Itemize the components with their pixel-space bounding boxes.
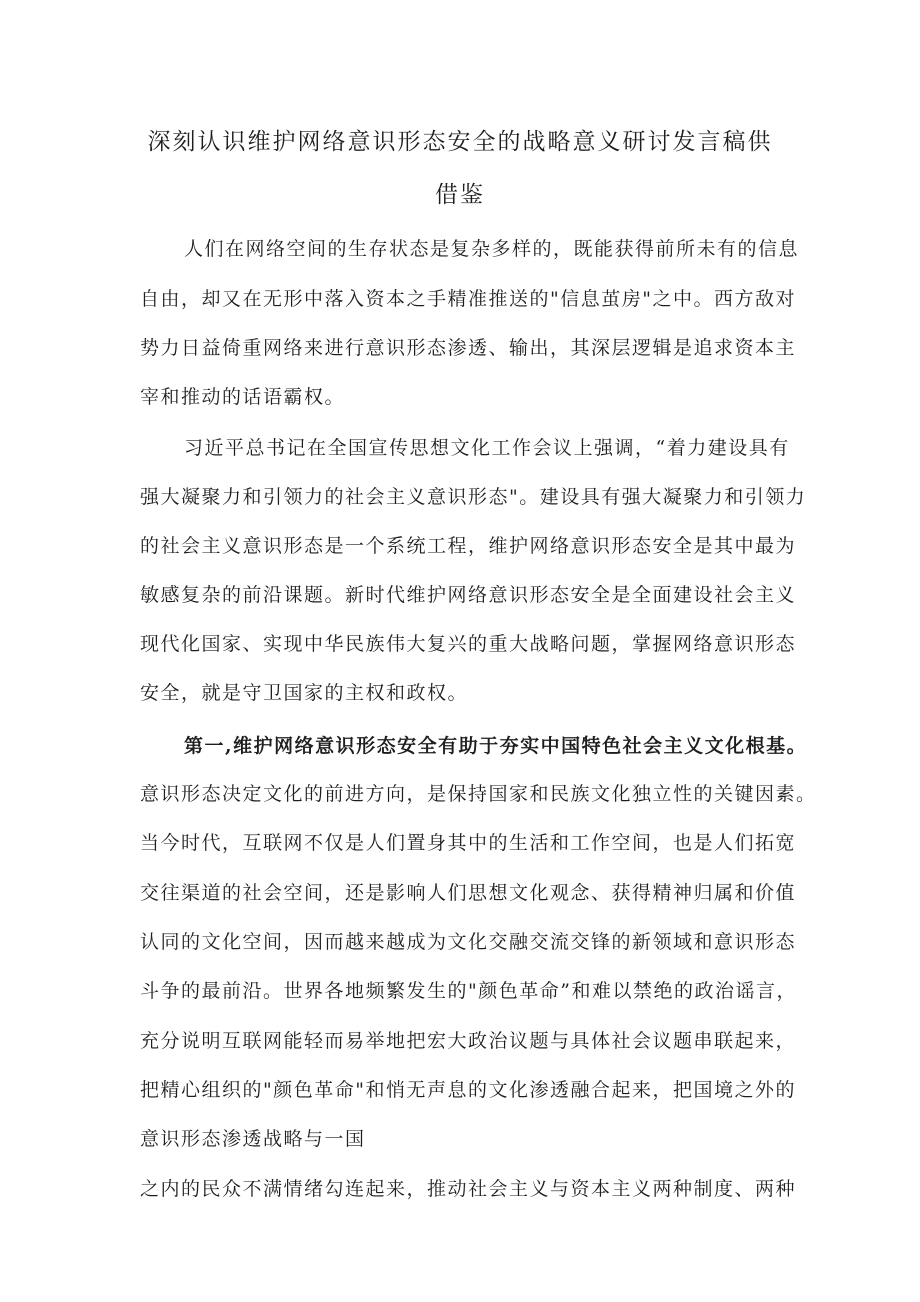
paragraph-3-line-8: 意识形态渗透战略与一国 xyxy=(140,1128,366,1150)
paragraph-3-heading: 第一,维护网络意识形态安全有助于夯实中国特色社会主义文化根基。 xyxy=(184,735,808,757)
paragraph-1-line-2: 自由，却又在无形中落入资本之手精准推送的"信息茧房"之中。西方敌对 xyxy=(140,288,796,310)
paragraph-3-line-5: 斗争的最前沿。世界各地频繁发生的"颜色革命”和难以禁绝的政治谣言， xyxy=(140,980,797,1002)
document-title-line-1: 深刻认识维护网络意识形态安全的战略意义研讨发言稿供 xyxy=(147,129,773,155)
paragraph-3-line-1: 意识形态决定文化的前进方向，是保持国家和民族文化独立性的关键因素。 xyxy=(140,783,817,805)
paragraph-3-line-3: 交往渠道的社会空间，还是影响人们思想文化观念、获得精神归属和价值 xyxy=(140,882,797,904)
paragraph-2-line-6: 安全，就是守卫国家的主权和政权。 xyxy=(140,682,469,704)
paragraph-2-line-2: 强大凝聚力和引领力的社会主义意识形态"。建设具有强大凝聚力和引领力 xyxy=(140,486,807,508)
paragraph-1-line-3: 势力日益倚重网络来进行意识形态渗透、输出，其深层逻辑是追求资本主 xyxy=(140,337,797,359)
document-title-line-2: 借鉴 xyxy=(435,182,485,208)
paragraph-1-line-1: 人们在网络空间的生存状态是复杂多样的，既能获得前所未有的信息 xyxy=(184,238,800,260)
paragraph-1-line-4: 宰和推动的话语霸权。 xyxy=(140,386,346,408)
paragraph-3-line-6: 充分说明互联网能轻而易举地把宏大政治议题与具体社会议题串联起来， xyxy=(140,1030,797,1052)
paragraph-3-line-7: 把精心组织的"颜色革命"和悄无声息的文化渗透融合起来，把国境之外的 xyxy=(140,1079,796,1101)
paragraph-2-line-4: 敏感复杂的前沿课题。新时代维护网络意识形态安全是全面建设社会主义 xyxy=(140,584,797,606)
paragraph-2-line-5: 现代化国家、实现中华民族伟大复兴的重大战略问题，掌握网络意识形态 xyxy=(140,633,797,655)
paragraph-4-line-1: 之内的民众不满情绪勾连起来，推动社会主义与资本主义两种制度、两种 xyxy=(140,1178,797,1200)
paragraph-2-line-1: 习近平总书记在全国宣传思想文化工作会议上强调，“着力建设具有 xyxy=(184,437,790,459)
paragraph-2-line-3: 的社会主义意识形态是一个系统工程，维护网络意识形态安全是其中最为 xyxy=(140,535,797,557)
paragraph-3-line-2: 当今时代，互联网不仅是人们置身其中的生活和工作空间，也是人们拓宽 xyxy=(140,832,797,854)
paragraph-3-line-4: 认同的文化空间，因而越来越成为文化交融交流交锋的新领域和意识形态 xyxy=(140,931,797,953)
